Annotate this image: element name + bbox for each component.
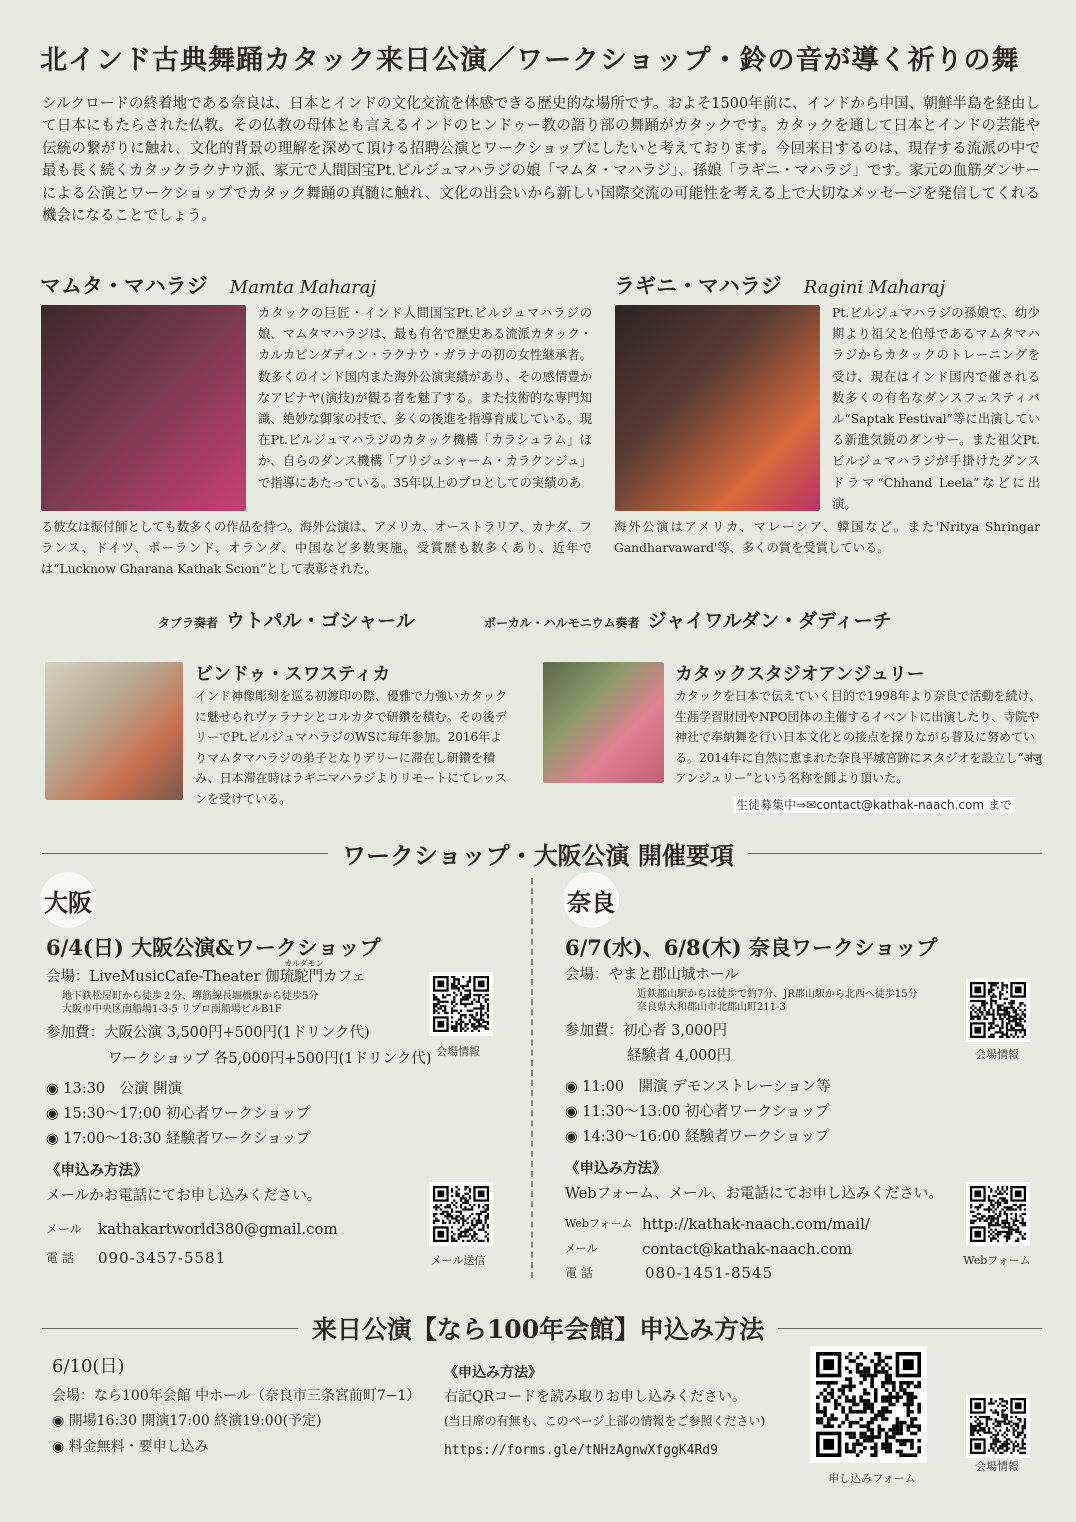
osaka-mail-qr[interactable]: [429, 1182, 493, 1246]
nara-schedule-3: ◉ 14:30〜16:00 経験者ワークショップ: [565, 1129, 830, 1145]
osaka-access-1: 地下鉄松屋町から徒歩２分、堺筋線長堀橋駅から徒歩5分: [62, 991, 319, 1002]
tabla-name: ウトパル・ゴシャール: [226, 610, 415, 632]
nara-fee-2: 経験者 4,000円: [627, 1048, 732, 1064]
osaka-mail-qr-label: メール送信: [430, 1254, 486, 1267]
osaka-tel[interactable]: 090-3457-5581: [98, 1249, 227, 1267]
hall-venue: 会場：なら100年会館 中ホール（奈良市三条宮前町7−1）: [52, 1388, 421, 1404]
nara-schedule-1: ◉ 11:00 開演 デモンストレーション等: [565, 1079, 831, 1095]
mamta-bio-side: カタックの巨匠・インド人間国宝Pt.ビルジュマハラジの娘、マムタマハラジは、最も有名で歴史ある流派カタック・カルカピンダディン・ラクナウ・ガラナの初の女性継承者。数多くのインド国内また海外公演実績があり、その感情豊かなアビナヤ(演技)が観る者を魅了する。また技術的な専門知識、絶妙な御家の技で、多くの後進を指導育成している。現在Pt.ビルジュマハラジのカタック機構「カラシュラム」ほか、自らのダンス機構「ブリジュシャーム・カラクンジュ」で指導にあたっている。35年以上のプロとしての実績のあ: [258, 306, 592, 490]
vocal-player: [484, 606, 892, 633]
hall-venue-qr-label: 会場情報: [975, 1460, 1019, 1473]
fee-value: 初心者 3,000円: [623, 1023, 728, 1039]
venue-label: 会場：: [565, 967, 609, 983]
hall-note: (当日席の有無も、このページ上部の情報をご参照ください): [444, 1414, 766, 1428]
venue-value: LiveMusicCafe-Theater 伽琉駝門カフェ: [89, 969, 366, 985]
fee-value: 大阪公演 3,500円+500円(1ドリンク代): [104, 1025, 370, 1041]
nara-venue-qr[interactable]: [966, 978, 1030, 1042]
ragini-bio-bottom: 海外公演はアメリカ、マレーシア、韓国など。また'Nritya Shringar Gandharvaward'等、多くの賞を受賞している。: [614, 520, 1040, 556]
hall-apply-title: 《申込み方法》: [444, 1365, 542, 1381]
hall-date: 6/10(日): [52, 1356, 125, 1377]
nara-badge: 奈良: [563, 872, 619, 928]
mamta-bio-bottom: る彼女は振付師としても数多くの作品を持つ。海外公演は、アメリカ、オーストラリア、カナダ、フランス、ドイツ、ポーランド、オランダ、中国など多数実施。受賞歴も数多くあり、近年では“Lucknow Gharana Kathak Scion”として表彰された。: [41, 520, 592, 577]
nara-web-label: Webフォーム: [565, 1217, 633, 1230]
ragini-name-en: Ragini Maharaj: [803, 277, 946, 298]
nara-access-1: 近鉄郡山駅からは徒歩で約7分、JR郡山駅から北西へ徒歩15分: [637, 989, 918, 1000]
ragini-name-jp: ラギニ・マハラジ: [614, 273, 782, 298]
page-title: 北インド古典舞踊カタック来日公演／ワークショップ・鈴の音が導く祈りの舞: [40, 45, 1020, 76]
osaka-venue-ruby: カルダモン: [284, 959, 324, 968]
osaka-apply-text: メールかお電話にてお申し込みください。: [46, 1188, 322, 1204]
osaka-tel-label: 電 話: [46, 1251, 74, 1265]
hall-form-qr-label: 申し込みフォーム: [828, 1472, 916, 1485]
studio-photo: [543, 662, 664, 783]
osaka-fee-2: ワークショップ 各5,000円+500円(1ドリンク代): [108, 1051, 432, 1067]
nara-fee-1: [565, 1020, 727, 1042]
section-heading-2: 来日公演【なら100年会館】申込み方法: [298, 1315, 778, 1344]
intro-text: シルクロードの終着地である奈良は、日本とインドの文化交流を体感できる歴史的な場所です。およそ1500年前に、インドから中国、朝鮮半島を経由して日本にもたらされた仏教。その仏教の母体とも言えるインドのヒンドゥー教の語り部の舞踊がカタックです。カタックを通して日本とインドの芸能や伝統の繋がりに触れ、文化的背景の理解を深めて頂ける招聘公演とワークショップにしたいと考えております。今回来日するのは、現存する流派の中で最も長く続くカタックラクナウ派、家元で人間国宝Pt.ビルジュマハラジの娘「マムタ・マハラジ」、孫娘「ラギニ・マハラジ」です。家元の血筋ダンサーによる公演とワークショップでカタック舞踊の真髄に触れ、文化の出会いから新しい国際交流の可能性を考える上で大切なメッセージを発信してくれる機会になることでしょう。: [42, 96, 1040, 225]
studio-recruit: [733, 794, 1015, 813]
section-heading: ワークショップ・大阪公演 開催要項: [328, 841, 748, 870]
hall-fee: ◉ 料金無料・要申し込み: [52, 1439, 209, 1455]
nara-tel-label: 電 話: [565, 1266, 593, 1280]
osaka-venue-qr[interactable]: [429, 972, 493, 1036]
osaka-mail-label: メール: [46, 1222, 82, 1236]
nara-venue: [565, 964, 739, 986]
nara-web-qr[interactable]: [966, 1182, 1030, 1246]
nara-schedule-2: ◉ 11:30〜13:00 初心者ワークショップ: [565, 1104, 830, 1120]
nara-apply-text: Webフォーム、メール、お電話にてお申し込みください。: [565, 1186, 943, 1202]
ragini-photo: [615, 305, 820, 511]
section-heading-2-wrap: [0, 1310, 1076, 1346]
mamta-name-jp: マムタ・マハラジ: [40, 273, 208, 298]
mamta-name: [40, 270, 376, 300]
osaka-fee-1: [46, 1022, 370, 1044]
mamta-photo: [41, 305, 246, 511]
osaka-schedule-1: ◉ 13:30 公演 開演: [46, 1081, 183, 1097]
osaka-apply-title: 《申込み方法》: [46, 1162, 148, 1179]
osaka-venue-qr-label: 会場情報: [436, 1045, 480, 1058]
osaka-badge: 大阪: [40, 872, 96, 928]
fee-label: 参加費：: [565, 1023, 623, 1039]
bindu-photo: [45, 662, 183, 800]
recruit-text: 生徒募集中⇒✉contact@kathak-naach.com まで: [733, 797, 1015, 813]
osaka-schedule-2: ◉ 15:30〜17:00 初心者ワークショップ: [46, 1106, 311, 1122]
nara-web[interactable]: http://kathak-naach.com/mail/: [642, 1215, 870, 1233]
section-heading-wrap: [0, 836, 1076, 871]
hall-form-url[interactable]: https://forms.gle/tNHzAgnwXfggK4Rd9: [444, 1443, 718, 1458]
hall-venue-qr[interactable]: [966, 1394, 1030, 1458]
osaka-access-2: 大阪市中央区南船場1-3-5 リプロ南船場ビルB1F: [62, 1004, 282, 1015]
nara-mail[interactable]: contact@kathak-naach.com: [642, 1240, 853, 1258]
nara-venue-qr-label: 会場情報: [975, 1048, 1019, 1061]
nara-web-qr-label: Webフォーム: [963, 1254, 1031, 1267]
nara-mail-label: メール: [565, 1242, 598, 1255]
fee-label: 参加費：: [46, 1025, 104, 1041]
nara-apply-title: 《申込み方法》: [565, 1160, 667, 1177]
osaka-mail[interactable]: kathakartworld380@gmail.com: [98, 1220, 338, 1238]
column-divider: [531, 878, 533, 1278]
osaka-date: 6/4(日) 大阪公演&ワークショップ: [46, 935, 381, 960]
nara-tel[interactable]: 080-1451-8545: [645, 1264, 774, 1282]
tabla-player: [158, 606, 415, 633]
bindu-name: ビンドゥ・スワスティカ: [195, 664, 391, 685]
vocal-name: ジャイワルダン・ダディーチ: [647, 610, 892, 632]
nara-date: 6/7(水)、6/8(木) 奈良ワークショップ: [565, 935, 938, 960]
venue-value: やまと郡山城ホール: [608, 967, 739, 983]
hall-time: ◉ 開場16:30 開演17:00 終演19:00(予定): [52, 1413, 322, 1429]
vocal-role: ボーカル・ハルモニウム奏者: [484, 616, 640, 630]
venue-label: 会場：: [46, 969, 90, 985]
bindu-bio: インド神像彫刻を巡る初渡印の際、優雅で力強いカタックに魅せられヴァラナシとコルカタで研鑽を積む。その後デリーでPt.ビルジュマハラジのWSに毎年参加。2016年よりマムタマハラジの弟子となりデリーに滞在し研鑽を積み、日本滞在時はラギニマハラジよりリモートにてレッスンを受けている。: [195, 689, 508, 806]
nara-access-2: 奈良県大和郡山市北郡山町211-3: [637, 1002, 786, 1013]
ragini-name: [614, 270, 945, 300]
mamta-name-en: Mamta Maharaj: [229, 277, 377, 298]
hall-form-qr[interactable]: [810, 1346, 927, 1463]
hall-apply-text: 右記QRコードを読み取りお申し込みください。: [444, 1389, 747, 1405]
osaka-venue: [46, 966, 366, 988]
tabla-role: タブラ奏者: [158, 616, 219, 630]
studio-name: カタックスタジオアンジュリー: [675, 664, 925, 685]
studio-bio: カタックを日本で伝えていく目的で1998年より奈良で活動を続け、生涯学習財団やNPO団体の主催するイベントに出演したり、寺院や神社で奉納舞を行い日本文化との接点を探りながら普及に努めている。2014年に自然に恵まれた奈良平城宮跡にスタジオを設立し“अंजु アンジュリー”という名称を師より頂いた。: [675, 689, 1042, 785]
ragini-bio-side: Pt.ビルジュマハラジの孫娘で、幼少期より祖父と伯母であるマムタマハラジからカタックのトレーニングを受け、現在はインド国内で催される数多くの有名なダンスフェスティバル“Saptak Festival”等に出演している新進気鋭のダンサー。また祖父Pt.ビルジュマハラジが手掛けたダンスドラマ“Chhand Leela”などに出演。: [832, 306, 1040, 511]
osaka-schedule-3: ◉ 17:00〜18:30 経験者ワークショップ: [46, 1131, 311, 1147]
